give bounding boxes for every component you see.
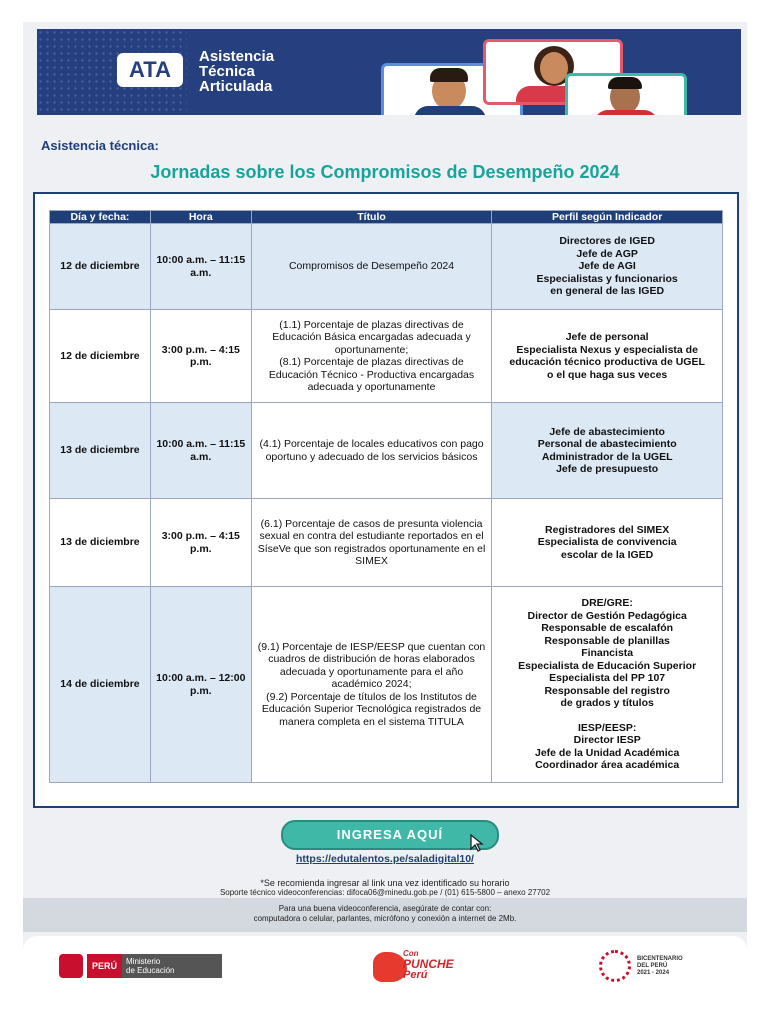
row-title: (6.1) Porcentaje de casos de presunta violencia sexual en contra del estudiante reportados en el SíseVe que son registrados oportunamente en el SIMEX [251,499,492,587]
ata-logo: ATA [117,53,183,87]
profile-line: Jefe de abastecimiento [549,425,665,438]
profile-line: de grados y títulos [560,697,654,710]
table-row [50,403,723,499]
ministry-line-1: Ministerio [126,957,161,966]
row-time: 10:00 a.m. – 11:15 a.m. [150,224,251,310]
profile-line: Registradores del SIMEX [545,523,670,536]
profile-line: o el que haga sus veces [547,368,668,381]
table-row [50,499,723,587]
schedule-frame [33,192,739,808]
profile-line: Personal de abastecimiento [537,438,677,450]
profile-line: Jefe de AGI [578,260,636,273]
profile-line: Especialista Nexus y especialista de educación técnico productiva de UGEL [509,343,705,368]
brand-line-2: Técnica [199,63,255,80]
profile-line: Administrador de la UGEL [541,450,673,463]
row-profile [492,224,723,310]
profile-line: Directores de IGED [559,235,656,248]
row-profile [492,403,723,499]
bicentenario-line-2: DEL PERÚ [637,962,668,969]
profile-line: Jefe de AGP [576,247,638,260]
table-row [50,587,723,783]
title-line: (9.1) Porcentaje de IESP/EESP que cuentan con cuadros de distribución de horas elaborados adecuada y oportunamente para el año académico 2024; [257,640,486,691]
profile-line: Jefe de personal [565,331,649,343]
support-contact: Soporte técnico videoconferencias: difoca06@minedu.gob.pe / (01) 615-5800 – anexo 27702 [219,888,551,897]
profile-line: Director IESP [573,734,641,747]
coat-of-arms-icon [59,954,83,978]
requirements-line-2: computadora o celular, parlantes, micrófono y conexión a internet de 2Mb. [253,914,517,923]
profile-spacer [496,710,718,722]
header-banner [37,29,741,115]
bicentenario-logo [599,950,683,982]
header-date: Día y fecha: [50,211,151,224]
profile-line: Financista [581,647,634,660]
title-line: (8.1) Porcentaje de plazas directivas de Educación Técnico - Productiva encargadas adecuada y oportunamente [268,356,475,393]
profile-line: Especialista del PP 107 [549,672,666,685]
profile-line: Jefe de presupuesto [556,463,659,475]
profile-line: Responsable de escalafón [541,622,674,635]
profile-line: Responsable del registro [544,684,670,697]
ministry-label [122,954,222,978]
requirements-line-1: Para una buena videoconferencia, asegúrate de contar con: [278,904,492,913]
title-line: (9.2) Porcentaje de títulos de los Institutos de Educación Superior Tecnológica registrados de manera completa en el sistema TITULA [261,690,482,728]
profile-line: Responsable de planillas [544,634,670,647]
brand-line-3: Articulada [199,78,273,95]
peru-label: PERÚ [87,954,122,978]
schedule-note: *Se recomienda ingresar al link una vez identificado su horario [260,878,510,888]
profile-line: Especialistas y funcionarios [536,272,678,285]
row-date: 12 de diciembre [50,310,151,403]
bicentenario-text [637,956,683,977]
profile-line: DRE/GRE: [581,597,633,610]
bicentenario-line-3: 2021 - 2024 [637,969,670,976]
profile-line: Especialista de Educación Superior [518,659,697,672]
avatar-man-2 [565,73,687,115]
table-header-row [50,211,723,224]
ministry-line-2: de Educación [126,966,175,975]
row-date: 12 de diciembre [50,224,151,310]
profile-line: IESP/EESP: [577,721,637,734]
footer [23,936,747,1002]
profile-line: Jefe de la Unidad Académica [534,746,680,759]
row-profile [492,587,723,783]
row-title [251,310,492,403]
row-time: 3:00 p.m. – 4:15 p.m. [150,310,251,403]
row-profile [492,310,723,403]
profile-line: Coordinador área académica [535,759,680,772]
peru-map-icon [373,952,407,982]
brand-line-1: Asistencia [199,48,275,65]
ata-brand-text [199,49,274,94]
campaign-line-1: Con [403,949,419,958]
bicentenario-sun-icon [599,950,631,982]
header-title: Título [251,211,492,224]
page-title: Jornadas sobre los Compromisos de Desempeño 2024 [150,162,620,182]
title-line: (1.1) Porcentaje de plazas directivas de Educación Básica encargadas adecuada y oportunamente; [272,318,471,356]
requirements-band [23,898,747,932]
row-title: Compromisos de Desempeño 2024 [251,224,492,310]
flyer [23,22,747,1002]
row-title [251,587,492,783]
row-profile [492,499,723,587]
minedu-logo [59,954,222,978]
saladigital-link[interactable]: https://edutalentos.pe/saladigital10/ [296,853,474,865]
row-time: 10:00 a.m. – 12:00 p.m. [150,587,251,783]
profile-line: Director de Gestión Pedagógica [527,609,687,622]
profile-line: Especialista de convivencia [537,536,677,549]
bicentenario-line-1: BICENTENARIO [637,955,683,962]
schedule-table [49,210,723,783]
row-date: 13 de diciembre [50,403,151,499]
row-date: 14 de diciembre [50,587,151,783]
table-row [50,310,723,403]
campaign-line-2: PUNCHE [403,957,454,971]
ingresa-aqui-button[interactable]: INGRESA AQUÍ [281,820,499,850]
campaign-line-3: Perú [403,969,428,981]
header-time: Hora [150,211,251,224]
profile-line: en general de las IGED [550,285,665,298]
table-row [50,224,723,310]
pointer-cursor-icon [469,834,485,850]
header-profile: Perfil según Indicador [492,211,723,224]
subtitle: Asistencia técnica: [41,138,159,153]
row-title: (4.1) Porcentaje de locales educativos con pago oportuno y adecuado de los servicios básicos [251,403,492,499]
profile-line: escolar de la IGED [561,548,654,561]
campaign-text [403,948,454,981]
row-date: 13 de diciembre [50,499,151,587]
row-time: 3:00 p.m. – 4:15 p.m. [150,499,251,587]
row-time: 10:00 a.m. – 11:15 a.m. [150,403,251,499]
con-punche-peru-logo [373,946,473,986]
